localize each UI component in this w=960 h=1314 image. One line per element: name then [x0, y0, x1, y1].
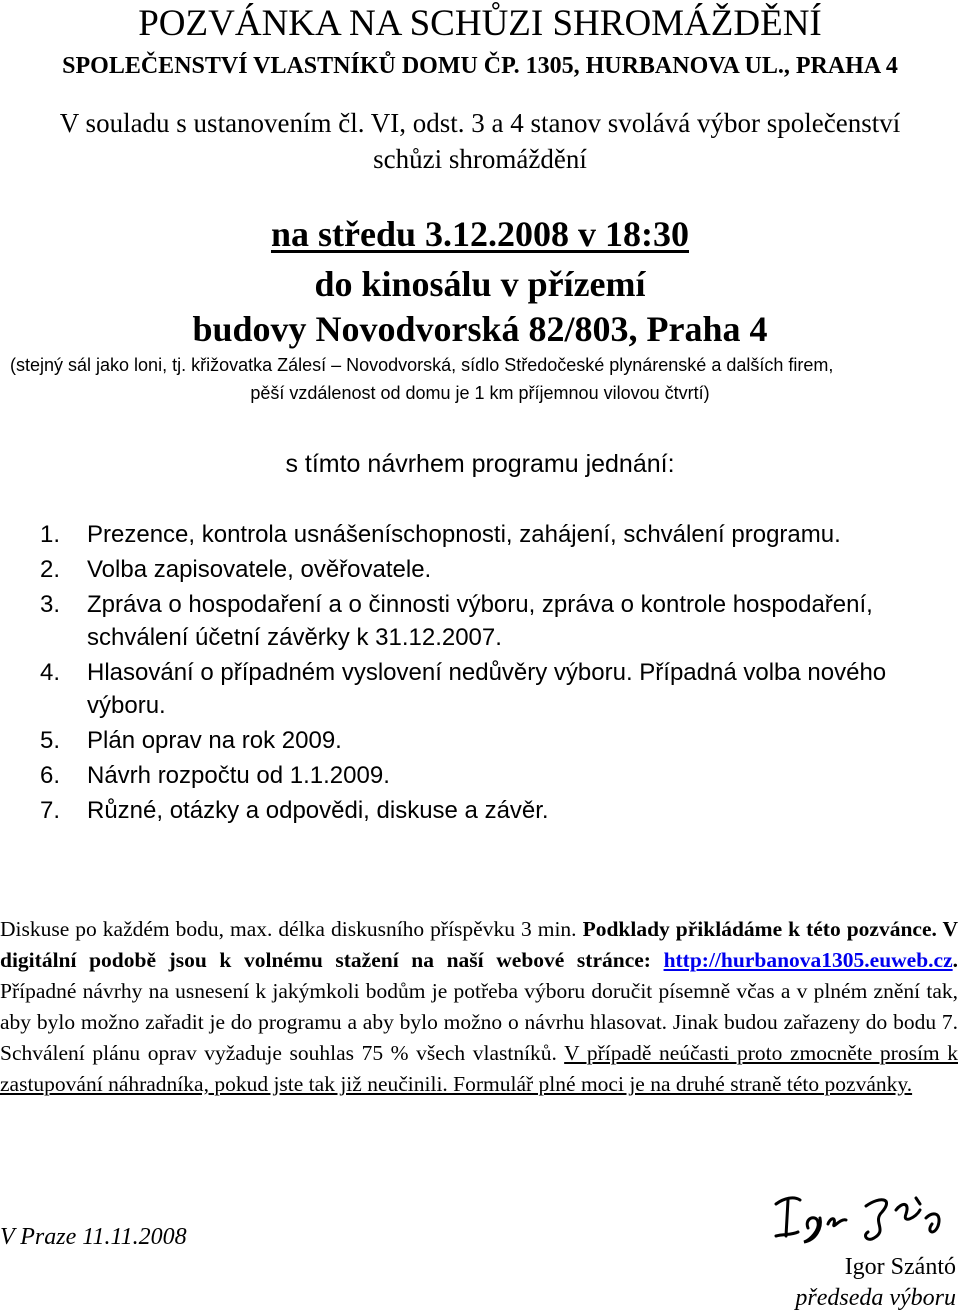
agenda-item-number: 6.	[40, 762, 61, 789]
agenda-item-text: Návrh rozpočtu od 1.1.2009.	[87, 762, 390, 789]
intro-line-1: V souladu s ustanovením čl. VI, odst. 3 a 4 stanov svolává výbor společenství	[59, 108, 901, 138]
proxy-note: V případě neúčasti proto zmocněte prosím k zastupování náhradníka, pokud jste tak již neučinili. Formulář plné moci je na druhé straně této pozvánky.	[0, 1041, 958, 1096]
location-note-line-1: (stejný sál jako loni, tj. křižovatka Zálesí – Novodvorská, sídlo Středočeské plynárenské a dalších firem,	[10, 355, 834, 375]
agenda-item	[40, 794, 950, 827]
agenda-item-text: Hlasování o případném vyslovení nedůvěry výboru. Případná volba nového výboru.	[87, 659, 887, 719]
agenda-item	[40, 588, 950, 654]
agenda-list	[40, 518, 950, 829]
agenda-heading: s tímto návrhem programu jednání:	[285, 450, 675, 478]
agenda-item	[40, 724, 950, 757]
location-note-line-2: pěší vzdálenost od domu je 1 km příjemnou vilovou čtvrtí)	[250, 383, 710, 403]
agenda-item-text: Různé, otázky a odpovědi, diskuse a závěr.	[87, 797, 549, 824]
invitation-title: POZVÁNKA NA SCHŮZI SHROMÁŽDĚNÍ	[138, 3, 822, 44]
agenda-item-number: 4.	[40, 659, 61, 686]
agenda-item-text: Plán oprav na rok 2009.	[87, 727, 342, 754]
agenda-item	[40, 553, 950, 586]
agenda-item-number: 1.	[40, 521, 61, 548]
discussion-rules: Diskuse po každém bodu, max. délka diskusního příspěvku 3 min.	[0, 917, 577, 941]
agenda-item-number: 5.	[40, 727, 61, 754]
agenda-item-number: 7.	[40, 797, 61, 824]
handwritten-signature	[770, 1188, 950, 1248]
agenda-item	[40, 656, 950, 722]
signatory-role: předseda výboru	[795, 1285, 956, 1311]
agenda-item-text: Volba zapisovatele, ověřovatele.	[87, 556, 432, 583]
materials-note: Podklady přikládáme k této pozvánce. V digitální podobě jsou k volnému stažení na naší webové stránce:	[0, 917, 959, 972]
meeting-place-line-1: do kinosálu v přízemí	[314, 264, 646, 304]
agenda-item-number: 2.	[40, 556, 61, 583]
proposals-note: Případné návrhy na usnesení k jakýmkoli bodům je potřeba výboru doručit písemně včas a v plném znění tak, aby bylo možno zařadit je do programu a aby bylo možno o návrhu hlasovat. Jinak budou zařazeny do bodu 7. Schválení plánu oprav vyžaduje souhlas 75 % všech vlastníků.	[0, 979, 958, 1065]
meeting-place-line-2: budovy Novodvorská 82/803, Praha 4	[192, 309, 768, 349]
agenda-item	[40, 759, 950, 792]
agenda-item-text: Zpráva o hospodaření a o činnosti výboru, zpráva o kontrole hospodaření, schválení účetní závěrky k 31.12.2007.	[87, 591, 873, 651]
website-link[interactable]: http://hurbanova1305.euweb.cz	[663, 948, 953, 972]
agenda-item	[40, 518, 950, 551]
info-paragraph	[0, 914, 958, 1100]
agenda-item-text: Prezence, kontrola usnášeníschopnosti, zahájení, schválení programu.	[87, 521, 841, 548]
place-date: V Praze 11.11.2008	[0, 1224, 187, 1250]
association-subtitle: SPOLEČENSTVÍ VLASTNÍKŮ DOMU ČP. 1305, HURBANOVA UL., PRAHA 4	[62, 53, 898, 79]
signatory-name: Igor Szántó	[844, 1254, 956, 1280]
intro-line-2: schůzi shromáždění	[373, 144, 587, 174]
meeting-date-time: na středu 3.12.2008 v 18:30	[270, 214, 689, 254]
agenda-item-number: 3.	[40, 591, 61, 618]
link-period: .	[952, 948, 959, 972]
